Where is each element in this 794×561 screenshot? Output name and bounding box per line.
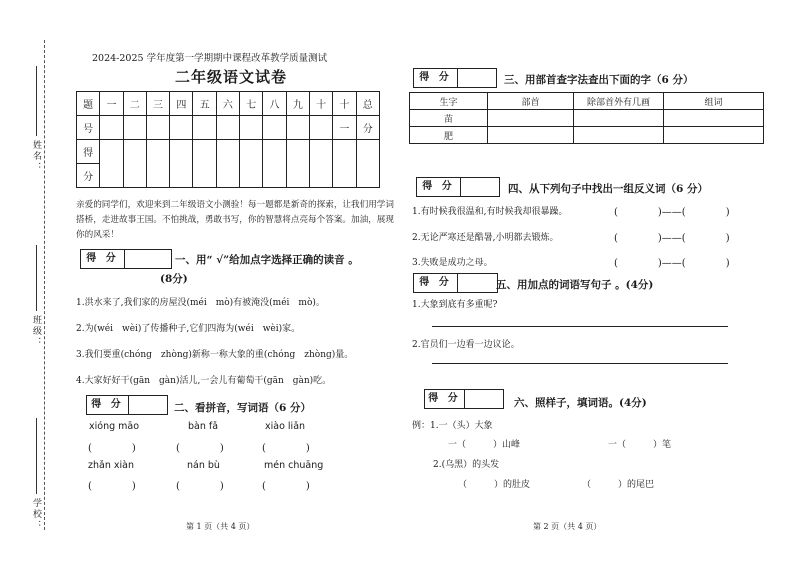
class-label: 班级： xyxy=(31,315,41,348)
cell: 分 xyxy=(356,116,379,140)
section1-item[interactable]: 3.我们要重(chóng zhòng)新称一称大象的重(chóng zhòng)量。 xyxy=(76,350,354,360)
page-title: 二年级语文试卷 xyxy=(175,68,288,86)
score-blank[interactable] xyxy=(458,69,496,87)
cell: 题 xyxy=(77,92,100,116)
cell xyxy=(123,116,146,140)
score-cell[interactable] xyxy=(333,140,356,188)
pinyin: xiào liǎn xyxy=(265,421,306,432)
cell: 十 xyxy=(333,92,356,116)
section2-score-box[interactable] xyxy=(86,395,168,415)
section1-score-box[interactable] xyxy=(80,249,172,269)
answer-cell[interactable] xyxy=(664,110,764,127)
answer-cell[interactable] xyxy=(574,110,664,127)
cell: 四 xyxy=(170,92,193,116)
score-label: 得 分 xyxy=(417,178,461,196)
section6-score-box[interactable] xyxy=(424,389,504,409)
section5-score-box[interactable] xyxy=(413,273,498,293)
cell: 十 xyxy=(309,92,332,116)
section4-item: 1.有时候我很温和,有时候我却很暴躁。 xyxy=(412,207,568,217)
section1-title: 一、用“ √”给加点字选择正确的读音 。 xyxy=(175,254,359,266)
score-label: 得 分 xyxy=(414,69,458,87)
header-cell: 除部首外有几画 xyxy=(574,93,664,110)
score-label: 得 分 xyxy=(81,250,125,268)
section5-item: 2.官员们一边看一边议论。 xyxy=(412,340,520,350)
section6-item[interactable]: 一（ ）山峰 xyxy=(448,440,521,450)
section4-score-box[interactable] xyxy=(416,177,500,197)
section4-title: 四、从下列句子中找出一组反义词（6 分） xyxy=(508,183,708,195)
pinyin: mén chuāng xyxy=(264,460,324,471)
score-cell[interactable] xyxy=(146,140,169,188)
writing-line[interactable] xyxy=(432,363,728,364)
score-blank[interactable] xyxy=(125,250,171,268)
section1-item[interactable]: 4.大家好好干(gān gàn)活儿,一会儿有葡萄干(gān gàn)吃。 xyxy=(76,376,332,386)
header-cell: 组词 xyxy=(664,93,764,110)
score-cell[interactable] xyxy=(123,140,146,188)
name-label: 姓名： xyxy=(31,140,41,173)
page-footer-right: 第 2 页（共 4 页） xyxy=(533,522,602,531)
score-row-3 xyxy=(77,140,380,164)
header-cell: 部首 xyxy=(488,93,574,110)
answer-cell[interactable] xyxy=(488,127,574,144)
score-cell[interactable] xyxy=(216,140,239,188)
score-cell[interactable] xyxy=(309,140,332,188)
name-field[interactable] xyxy=(36,66,37,136)
section6-example: 例：1.一（头）大象 xyxy=(412,421,493,431)
score-label: 得 分 xyxy=(425,390,465,408)
answer-blank[interactable]: ( ) xyxy=(176,443,224,454)
antonym-answer[interactable]: ( )——( ) xyxy=(614,258,730,269)
score-cell[interactable] xyxy=(240,140,263,188)
section1-item[interactable]: 2.为(wéi wèi)了传播种子,它们四海为(wéi wèi)家。 xyxy=(76,324,301,334)
answer-blank[interactable]: ( ) xyxy=(262,481,310,492)
section6-item[interactable]: 一（ ）笔 xyxy=(608,440,672,450)
score-label: 得 分 xyxy=(87,396,129,414)
score-cell[interactable] xyxy=(286,140,309,188)
cell: 号 xyxy=(77,116,100,140)
score-cell[interactable] xyxy=(100,140,123,188)
score-blank[interactable] xyxy=(465,390,503,408)
score-row-1 xyxy=(77,92,380,116)
header-cell: 生字 xyxy=(410,93,488,110)
score-table xyxy=(76,91,380,188)
pinyin: zhǎn xiàn xyxy=(88,460,134,471)
cell: 三 xyxy=(146,92,169,116)
cell: 一 xyxy=(333,116,356,140)
section1-item[interactable]: 1.洪水来了,我们家的房屋没(méi mò)有被淹没(méi mò)。 xyxy=(76,298,325,308)
section6-item: 2.(乌黑）的头发 xyxy=(433,460,500,470)
score-cell[interactable] xyxy=(170,140,193,188)
section6-item[interactable]: （ ）的肚皮 xyxy=(458,480,531,490)
answer-blank[interactable]: ( ) xyxy=(88,443,136,454)
cell: 九 xyxy=(286,92,309,116)
cell xyxy=(286,116,309,140)
cell xyxy=(263,116,286,140)
pinyin: bàn fǎ xyxy=(188,421,219,432)
score-label: 得 分 xyxy=(414,274,458,292)
cell: 七 xyxy=(240,92,263,116)
section5-item: 1.大象到底有多重呢? xyxy=(412,300,498,310)
class-field[interactable] xyxy=(36,245,37,311)
cell: 八 xyxy=(263,92,286,116)
answer-cell[interactable] xyxy=(574,127,664,144)
binding-line xyxy=(44,40,45,530)
radical-table xyxy=(409,92,764,144)
answer-cell[interactable] xyxy=(488,110,574,127)
section5-title: 五、用加点的词语写句子 。(4分) xyxy=(496,279,654,291)
score-blank[interactable] xyxy=(461,178,499,196)
char-cell: 肥 xyxy=(410,127,488,144)
cell: 六 xyxy=(216,92,239,116)
score-blank[interactable] xyxy=(129,396,167,414)
cell xyxy=(170,116,193,140)
cell xyxy=(100,116,123,140)
school-field[interactable] xyxy=(36,418,37,494)
score-blank[interactable] xyxy=(458,274,497,292)
pinyin: nán bù xyxy=(187,460,220,471)
cell: 一 xyxy=(100,92,123,116)
answer-cell[interactable] xyxy=(664,127,764,144)
score-cell[interactable] xyxy=(263,140,286,188)
section4-item: 3.失败是成功之母。 xyxy=(412,258,493,268)
section2-title: 二、看拼音，写词语（6 分） xyxy=(174,402,311,414)
cell xyxy=(216,116,239,140)
cell xyxy=(240,116,263,140)
section1-points: (8分) xyxy=(160,273,188,285)
char-cell: 苗 xyxy=(410,110,488,127)
cell xyxy=(309,116,332,140)
intro-text: 亲爱的同学们，欢迎来到二年级语文小测验！每一题都是新奇的探索，让我们用学词搭桥，走进故事王国。不怕挑战，勇敢书写，你的智慧将点亮每个答案。加油，展现你的风采！ xyxy=(76,200,394,240)
cell: 总 xyxy=(356,92,379,116)
cell: 分 xyxy=(77,164,100,188)
pinyin: xióng māo xyxy=(89,421,140,432)
exam-header: 2024-2025 学年度第一学期期中课程改革教学质量测试 xyxy=(92,53,328,64)
school-label: 学校： xyxy=(31,498,41,531)
score-row-2 xyxy=(77,116,380,140)
section4-item: 2.无论严寒还是酷暑,小明都去锻炼。 xyxy=(412,233,559,243)
section6-item[interactable]: （ ）的尾巴 xyxy=(582,480,655,490)
score-cell[interactable] xyxy=(193,140,216,188)
writing-line[interactable] xyxy=(432,326,728,327)
cell: 二 xyxy=(123,92,146,116)
section3-title: 三、用部首查字法查出下面的字（6 分） xyxy=(504,74,694,86)
answer-blank[interactable]: ( ) xyxy=(262,443,310,454)
antonym-answer[interactable]: ( )——( ) xyxy=(614,207,730,218)
cell: 得 xyxy=(77,140,100,164)
antonym-answer[interactable]: ( )——( ) xyxy=(614,233,730,244)
cell: 五 xyxy=(193,92,216,116)
answer-blank[interactable]: ( ) xyxy=(88,481,136,492)
section3-score-box[interactable] xyxy=(413,68,497,88)
cell xyxy=(193,116,216,140)
score-cell[interactable] xyxy=(356,140,379,188)
cell xyxy=(146,116,169,140)
answer-blank[interactable]: ( ) xyxy=(176,481,224,492)
section6-title: 六、照样子，填词语。(4分) xyxy=(514,397,647,409)
page-footer-left: 第 1 页（共 4 页） xyxy=(186,522,255,531)
